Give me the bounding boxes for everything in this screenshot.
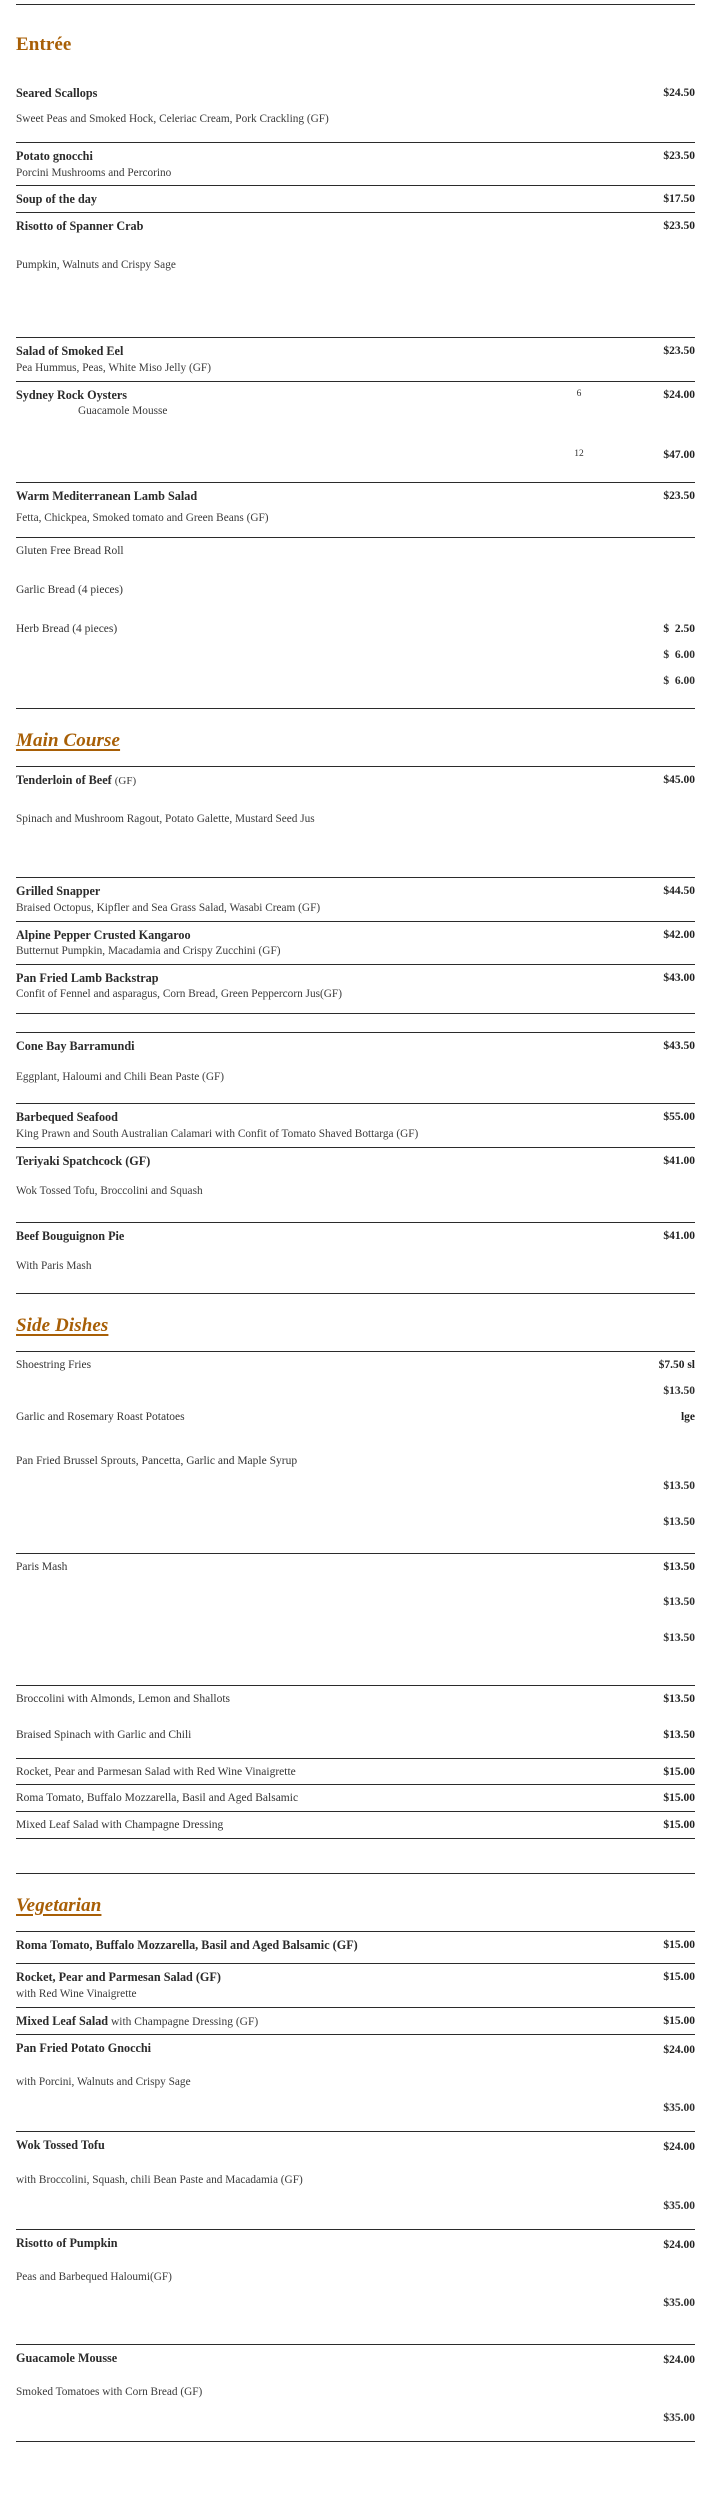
item-gf-tag: (GF) xyxy=(114,774,137,787)
item-price: $44.50 xyxy=(663,885,695,898)
item-price-bread-2: $ 6.00 xyxy=(663,648,695,661)
menu-row-shoestring-fries xyxy=(16,1352,695,1378)
item-price-b: $13.50 xyxy=(663,1596,695,1609)
item-description: Braised Octopus, Kipfler and Sea Grass Salad, Wasabi Cream (GF) xyxy=(16,901,321,914)
menu-row-teriyaki-spatchcock xyxy=(16,1148,695,1204)
item-name: Braised Spinach with Garlic and Chili xyxy=(16,1728,192,1741)
oyster-quantity-half-dozen: 6 xyxy=(576,388,582,399)
item-price: $17.50 xyxy=(663,193,695,206)
item-name: Gluten Free Bread Roll xyxy=(16,544,124,557)
section-title-vegetarian: Vegetarian xyxy=(16,1894,102,1916)
item-price: $15.00 xyxy=(663,1792,695,1805)
item-description: Smoked Tomatoes with Corn Bread (GF) xyxy=(16,2386,203,2399)
item-name: Wok Tossed Tofu xyxy=(16,2138,105,2153)
item-name: Broccolini with Almonds, Lemon and Shallots xyxy=(16,1693,231,1706)
item-name: Pan Fried Brussel Sprouts, Pancetta, Garlic and Maple Syrup xyxy=(16,1454,298,1467)
menu-row-sydney-rock-oysters xyxy=(16,382,695,424)
item-description: Guacamole Mousse xyxy=(78,405,168,418)
menu-row-garlic-bread xyxy=(16,577,695,602)
menu-row-rocket-pear-parmesan xyxy=(16,1759,695,1785)
menu-row-pan-fried-lamb-backstrap xyxy=(16,965,695,1007)
item-price-bread-3: $ 6.00 xyxy=(663,674,695,687)
item-price: $13.50 xyxy=(663,1693,695,1706)
item-name: Soup of the day xyxy=(16,192,97,207)
menu-row-cone-bay-barramundi xyxy=(16,1033,695,1089)
item-price-b: $35.00 xyxy=(663,2296,695,2309)
item-name: Beef Bouguignon Pie xyxy=(16,1229,125,1244)
item-name: Roma Tomato, Buffalo Mozzarella, Basil and Aged Balsamic xyxy=(16,1792,299,1805)
item-price: $23.50 xyxy=(663,150,695,163)
item-price: $15.00 xyxy=(663,1818,695,1831)
item-price-a: $24.00 xyxy=(663,2238,695,2251)
item-price-b: $13.50 xyxy=(663,1515,695,1528)
item-description: Eggplant, Haloumi and Chili Bean Paste (GF) xyxy=(16,1070,225,1083)
divider xyxy=(16,2441,695,2442)
item-name xyxy=(16,772,609,789)
menu-row-brussel-sprouts xyxy=(16,1448,695,1473)
item-price: $42.00 xyxy=(663,928,695,941)
item-price: $23.50 xyxy=(663,489,695,502)
item-name: Shoestring Fries xyxy=(16,1359,92,1372)
menu-row-veg-rocket-salad xyxy=(16,1964,695,2006)
item-price-a: $24.00 xyxy=(663,2044,695,2057)
item-description: Peas and Barbequed Haloumi(GF) xyxy=(16,2271,172,2284)
menu-row-bread-price-2 xyxy=(16,642,695,668)
item-name: Guacamole Mousse xyxy=(16,2350,118,2365)
item-price-large: $13.50 xyxy=(663,1384,695,1397)
section-header-entree xyxy=(16,5,695,70)
menu-row-mixed-leaf-side xyxy=(16,1812,695,1838)
menu-row-veg-mixed-leaf-salad xyxy=(16,2008,695,2035)
menu-row-veg-wok-tossed-tofu xyxy=(16,2132,695,2192)
section-header-side-dishes xyxy=(16,1294,695,1351)
menu-row-tenderloin-of-beef xyxy=(16,767,695,832)
item-name: Paris Mash xyxy=(16,1560,68,1573)
item-name: Warm Mediterranean Lamb Salad xyxy=(16,488,198,503)
item-description: Porcini Mushrooms and Percorino xyxy=(16,166,172,179)
menu-row-veg-roma-tomato xyxy=(16,1932,695,1958)
item-description: Butternut Pumpkin, Macadamia and Crispy Zucchini (GF) xyxy=(16,945,281,958)
menu-row-bread-price-3 xyxy=(16,668,695,694)
menu-row-sydney-rock-oysters-dozen xyxy=(16,442,695,468)
item-name: Pan Fried Potato Gnocchi xyxy=(16,2041,152,2056)
item-description: with Porcini, Walnuts and Crispy Sage xyxy=(16,2076,191,2089)
item-name-suffix: with Champagne Dressing (GF) xyxy=(108,2015,259,2028)
item-name: Garlic Bread (4 pieces) xyxy=(16,584,123,597)
section-title-main-course: Main Course xyxy=(16,729,121,751)
item-name: Teriyaki Spatchcock (GF) xyxy=(16,1153,151,1168)
menu-row-broccolini xyxy=(16,1686,695,1712)
item-price-c: $13.50 xyxy=(663,1632,695,1645)
item-price-half-dozen: $24.00 xyxy=(663,388,695,401)
item-name: Rocket, Pear and Parmesan Salad with Red Wine Vinaigrette xyxy=(16,1765,296,1778)
item-description: Confit of Fennel and asparagus, Corn Bread, Green Peppercorn Jus(GF) xyxy=(16,988,342,1001)
item-price-b: $35.00 xyxy=(663,2102,695,2115)
menu-row-gluten-free-bread-roll xyxy=(16,538,695,563)
item-description: Pumpkin, Walnuts and Crispy Sage xyxy=(16,258,176,271)
item-name xyxy=(16,2013,609,2031)
menu-row-risotto-spanner-crab xyxy=(16,213,695,277)
item-name: Herb Bread (4 pieces) xyxy=(16,623,118,636)
section-title-side-dishes: Side Dishes xyxy=(16,1315,109,1337)
item-price: $45.00 xyxy=(663,773,695,786)
menu-row-barbequed-seafood xyxy=(16,1104,695,1146)
item-price-dozen: $47.00 xyxy=(663,448,695,461)
item-price: $13.50 xyxy=(663,1728,695,1741)
item-name: Barbequed Seafood xyxy=(16,1110,118,1125)
item-price-a: $24.00 xyxy=(663,2141,695,2154)
item-name: Garlic and Rosemary Roast Potatoes xyxy=(16,1410,185,1423)
menu-row-veg-gnocchi-price-b xyxy=(16,2095,695,2121)
menu-row-garlic-rosemary-potatoes xyxy=(16,1404,695,1430)
item-price: $15.00 xyxy=(663,2014,695,2027)
item-description: Fetta, Chickpea, Smoked tomato and Green Beans (GF) xyxy=(16,512,269,525)
menu-row-paris-mash xyxy=(16,1554,695,1580)
item-price: $43.50 xyxy=(663,1040,695,1053)
item-price-a: $13.50 xyxy=(663,1479,695,1492)
item-name-text: Tenderloin of Beef xyxy=(16,772,112,787)
menu-row-seared-scallops xyxy=(16,80,695,132)
item-name: Potato gnocchi xyxy=(16,149,93,164)
item-name: Sydney Rock Oysters xyxy=(16,387,128,402)
section-title-entree: Entrée xyxy=(16,34,72,55)
menu-row-alpine-pepper-kangaroo xyxy=(16,922,695,964)
section-header-vegetarian xyxy=(16,1874,695,1931)
item-price-a: $24.00 xyxy=(663,2353,695,2366)
item-price-small: $7.50 sl xyxy=(658,1359,695,1372)
menu-row-veg-risotto-price-b xyxy=(16,2290,695,2316)
item-price: $15.00 xyxy=(663,1971,695,1984)
item-name: Rocket, Pear and Parmesan Salad (GF) xyxy=(16,1970,221,1985)
item-price: $15.00 xyxy=(663,1765,695,1778)
item-price: $15.00 xyxy=(663,1938,695,1951)
item-name: Roma Tomato, Buffalo Mozzarella, Basil and Aged Balsamic (GF) xyxy=(16,1937,358,1952)
menu-row-soup-of-the-day xyxy=(16,186,695,212)
item-name: Mixed Leaf Salad with Champagne Dressing xyxy=(16,1818,224,1831)
item-description: with Red Wine Vinaigrette xyxy=(16,1987,137,2000)
menu-row-veg-pan-fried-gnocchi xyxy=(16,2035,695,2095)
item-price-b: $35.00 xyxy=(663,2199,695,2212)
menu-row-salad-smoked-eel xyxy=(16,338,695,380)
item-price: $41.00 xyxy=(663,1230,695,1243)
item-size-label-large: lge xyxy=(680,1410,695,1423)
menu-row-beef-bouguignon-pie xyxy=(16,1223,695,1279)
item-name: Risotto of Pumpkin xyxy=(16,2235,118,2250)
menu-row-veg-guacamole-mousse xyxy=(16,2345,695,2405)
item-name: Risotto of Spanner Crab xyxy=(16,219,144,234)
menu-row-roma-tomato-side xyxy=(16,1785,695,1811)
oyster-quantity-dozen: 12 xyxy=(574,448,584,459)
item-name-text: Mixed Leaf Salad xyxy=(16,2013,109,2028)
item-description: with Broccolini, Squash, chili Bean Paste and Macadamia (GF) xyxy=(16,2173,303,2186)
item-price: $55.00 xyxy=(663,1111,695,1124)
menu-row-paris-mash-price-c xyxy=(16,1625,695,1651)
item-description: Sweet Peas and Smoked Hock, Celeriac Cream, Pork Crackling (GF) xyxy=(16,113,329,126)
menu-row-potato-gnocchi xyxy=(16,143,695,185)
item-price: $23.50 xyxy=(663,345,695,358)
item-description: King Prawn and South Australian Calamari with Confit of Tomato Shaved Bottarga (GF) xyxy=(16,1127,419,1140)
menu-document xyxy=(0,4,711,2464)
item-price-b: $35.00 xyxy=(663,2412,695,2425)
item-price: $24.50 xyxy=(663,86,695,99)
item-name: Pan Fried Lamb Backstrap xyxy=(16,970,159,985)
item-price: $41.00 xyxy=(663,1154,695,1167)
item-price: $43.00 xyxy=(663,971,695,984)
item-description: Pea Hummus, Peas, White Miso Jelly (GF) xyxy=(16,361,211,374)
menu-row-braised-spinach xyxy=(16,1722,695,1748)
item-name: Alpine Pepper Crusted Kangaroo xyxy=(16,927,191,942)
item-price-bread-1: $ 2.50 xyxy=(663,623,695,636)
menu-row-veg-guacamole-price-b xyxy=(16,2405,695,2431)
item-name: Seared Scallops xyxy=(16,85,98,100)
item-name: Cone Bay Barramundi xyxy=(16,1039,135,1054)
item-price: $23.50 xyxy=(663,220,695,233)
menu-row-sprouts-price-a xyxy=(16,1473,695,1499)
menu-row-paris-mash-price-b xyxy=(16,1589,695,1615)
menu-row-grilled-snapper xyxy=(16,878,695,920)
menu-row-sprouts-price-b xyxy=(16,1509,695,1535)
item-price-a: $13.50 xyxy=(663,1560,695,1573)
section-header-main-course xyxy=(16,709,695,766)
menu-row-veg-tofu-price-b xyxy=(16,2193,695,2219)
item-name: Grilled Snapper xyxy=(16,884,101,899)
menu-row-herb-bread xyxy=(16,616,695,642)
menu-row-veg-risotto-pumpkin xyxy=(16,2230,695,2290)
menu-row-fries-large-price xyxy=(16,1378,695,1404)
item-description: Wok Tossed Tofu, Broccolini and Squash xyxy=(16,1185,203,1198)
item-description: Spinach and Mushroom Ragout, Potato Galette, Mustard Seed Jus xyxy=(16,812,315,825)
item-description: With Paris Mash xyxy=(16,1260,92,1273)
item-name: Salad of Smoked Eel xyxy=(16,344,124,359)
menu-row-warm-mediterranean-lamb-salad xyxy=(16,483,695,531)
